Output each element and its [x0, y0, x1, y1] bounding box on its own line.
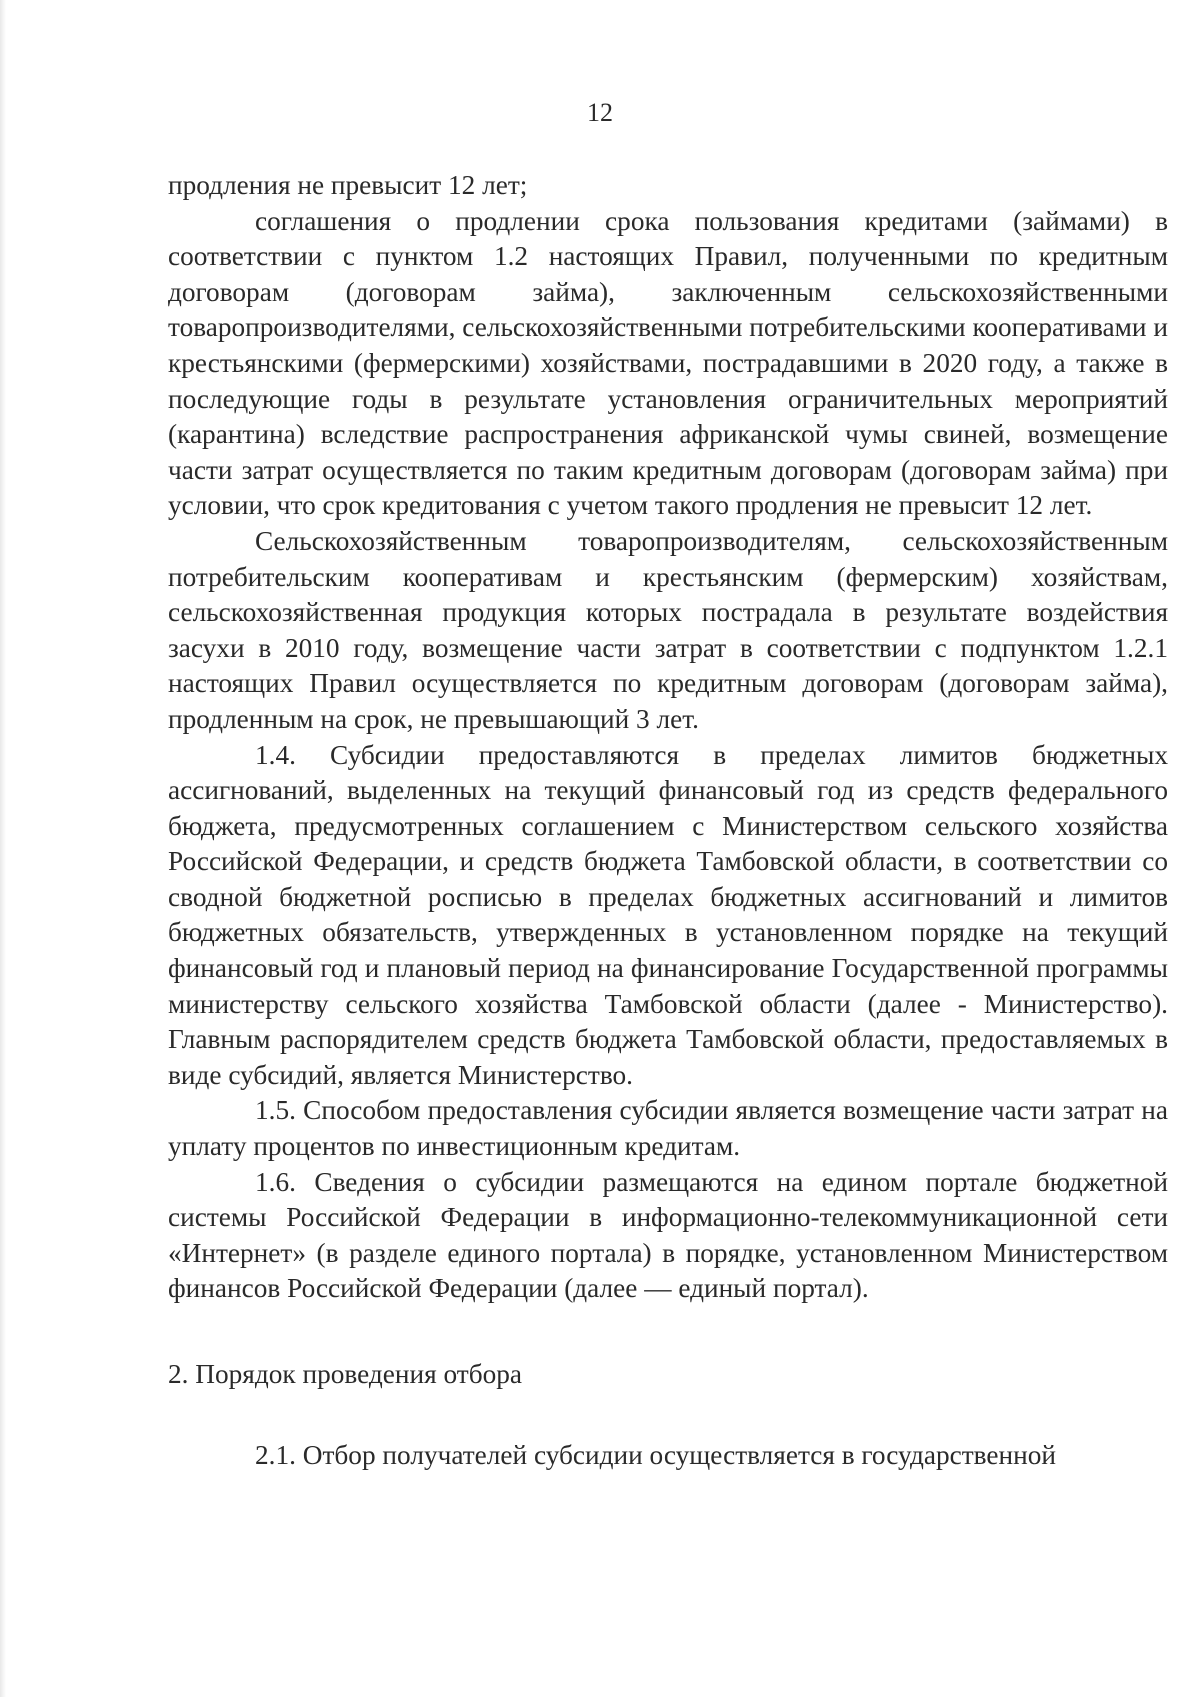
paragraph-1-4: 1.4. Субсидии предоставляются в пределах лимитов бюджетных ассигнований, выделенных на текущий финансовый год из средств федерального бюджета, предусмотренных соглашением с Министерством сельского хозяйства Российской Федерации, и средств бюджета Тамбовской области, в соответствии со сводной бюджетной росписью в пределах бюджетных ассигнований и лимитов бюджетных обязательств, утвержденных в установленном порядке на текущий финансовый год и плановый период на финансирование Государственной программы министерству сельского хозяйства Тамбовской области (далее - Министерство). Главным распорядителем средств бюджета Тамбовской области, предоставляемых в виде субсидий, является Министерство. — [168, 739, 1168, 1090]
section-heading: 2. Порядок проведения отбора — [168, 1359, 522, 1389]
paragraph-agreements: соглашения о продлении срока пользования кредитами (займами) в соответствии с пунктом 1.2 настоящих Правил, полученными по кредитным договорам (договорам займа), заключенным сельскохозяйственными товаропроизводителями, сельскохозяйственными потребительскими кооперативами и крестьянскими (фермерскими) хозяйствами, пострадавшими в 2020 году, а также в последующие годы в результате установления ограничительных мероприятий (карантина) вследствие распространения африканской чумы свиней, возмещение части затрат осуществляется по таким кредитным договорам (договорам займа) при условии, что срок кредитования с учетом такого продления не превысит 12 лет. — [168, 205, 1168, 521]
page-number: 12 — [587, 98, 613, 127]
paragraph-1-6: 1.6. Сведения о субсидии размещаются на едином портале бюджетной системы Российской Федерации в информационно-телекоммуникационной сети «Интернет» (в разделе единого портала) в порядке, установленном Министерством финансов Российской Федерации (далее — единый портал). — [168, 1166, 1168, 1304]
paragraph-2-1: 2.1. Отбор получателей субсидии осуществляется в государственной — [255, 1439, 1056, 1470]
document-body — [168, 168, 1168, 1473]
paragraph-continuation: продления не превысит 12 лет; — [168, 170, 528, 200]
paragraph-1-5: 1.5. Способом предоставления субсидии является возмещение части затрат на уплату процентов по инвестиционным кредитам. — [168, 1095, 1168, 1162]
scan-edge-shadow — [0, 0, 6, 1697]
paragraph-drought: Сельскохозяйственным товаропроизводителям, сельскохозяйственным потребительским кооперативам и крестьянским (фермерским) хозяйствам, сельскохозяйственная продукция которых пострадала в результате воздействия засухи в 2010 году, возмещение части затрат в соответствии с подпунктом 1.2.1 настоящих Правил осуществляется по кредитным договорам (договорам займа), продленным на срок, не превышающий 3 лет. — [168, 525, 1168, 734]
